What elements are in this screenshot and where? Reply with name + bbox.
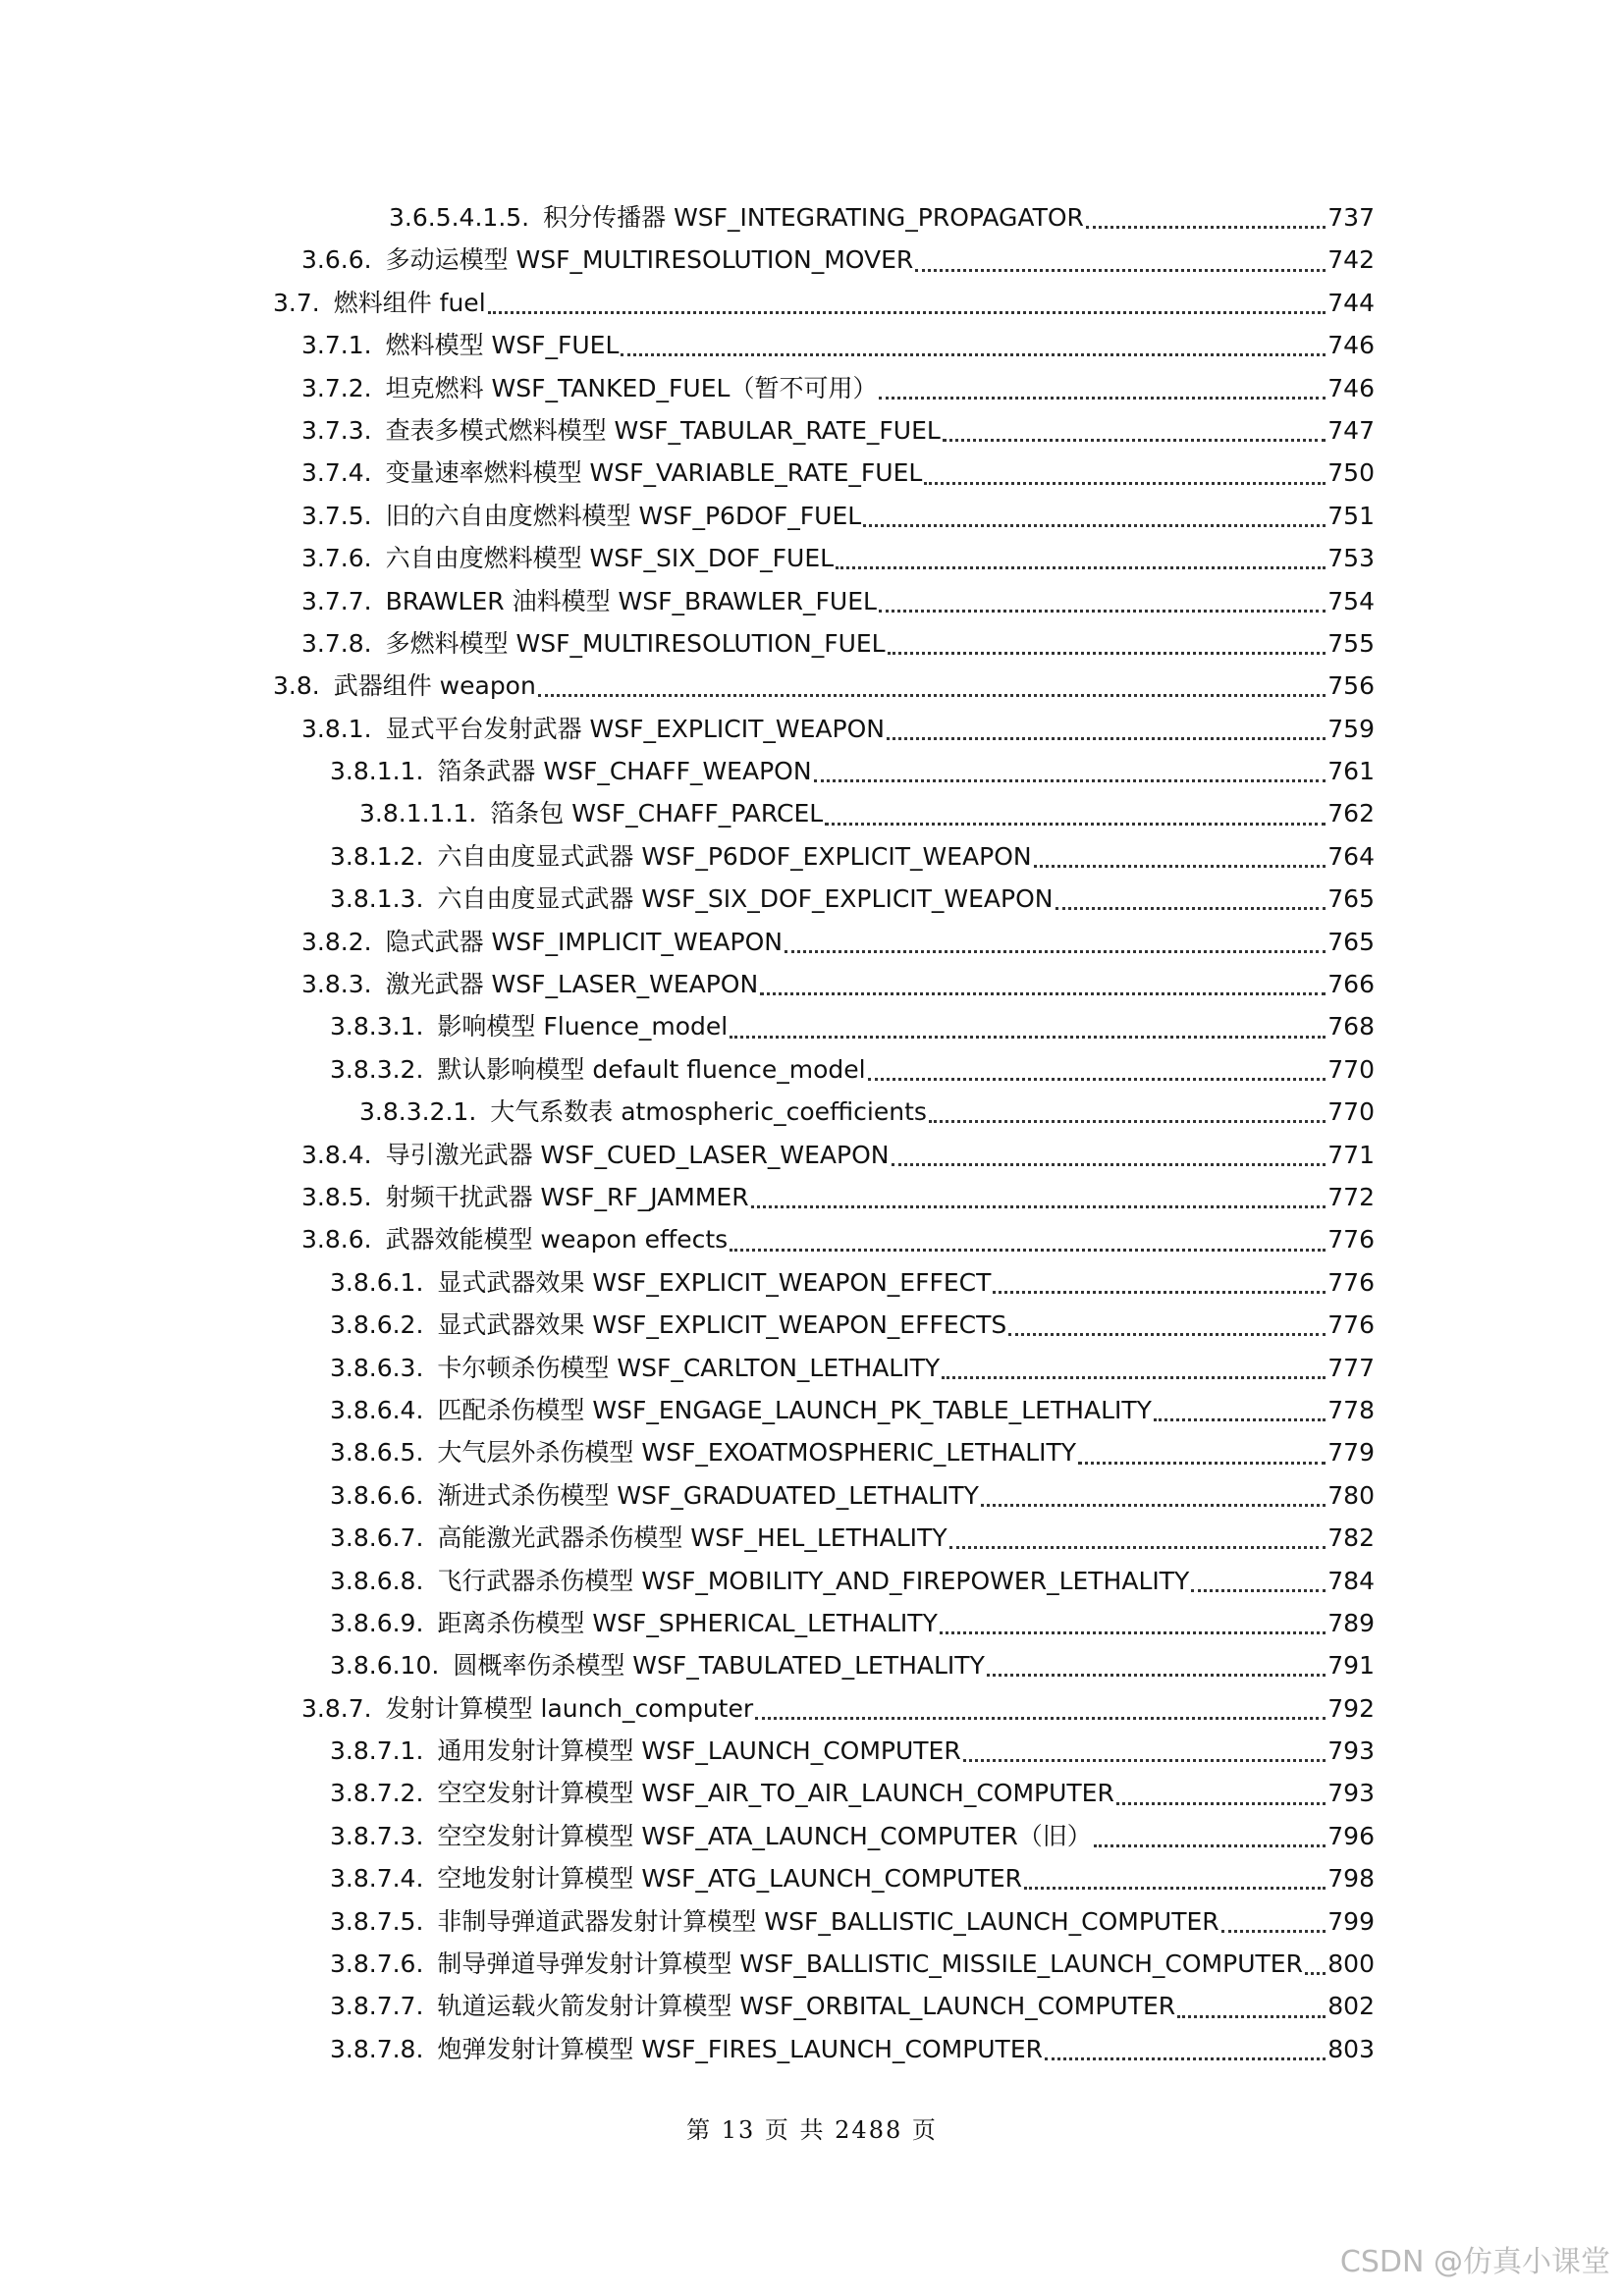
toc-entry-number: 3.8.7.2.: [330, 1779, 424, 1808]
toc-entry-title: 导引激光武器 WSF_CUED_LASER_WEAPON: [385, 1140, 890, 1169]
toc-entry[interactable]: [0, 196, 1624, 239]
toc-entry-title: 坦克燃料 WSF_TANKED_FUEL（暂不可用）: [385, 373, 878, 402]
toc-entry-title: 影响模型 Fluence_model: [437, 1012, 729, 1041]
toc-entry[interactable]: [0, 1943, 1624, 1985]
toc-dot-leader: [1056, 883, 1326, 910]
toc-entry-page-number: 765: [1327, 927, 1375, 956]
toc-entry-number: 3.8.1.1.: [330, 757, 424, 786]
toc-entry[interactable]: [0, 921, 1624, 963]
toc-dot-leader: [730, 1012, 1326, 1039]
toc-entry[interactable]: [0, 1347, 1624, 1389]
toc-dot-leader: [730, 1225, 1326, 1252]
toc-entry[interactable]: [0, 239, 1624, 281]
toc-dot-leader: [987, 1650, 1326, 1677]
toc-entry-title: 隐式武器 WSF_IMPLICIT_WEAPON: [385, 927, 783, 956]
toc-entry-page-number: 780: [1327, 1480, 1375, 1510]
toc-dot-leader: [760, 969, 1326, 995]
toc-entry-title: 渐进式杀伤模型 WSF_GRADUATED_LETHALITY: [437, 1480, 979, 1510]
toc-entry-title: 武器组件 weapon: [333, 671, 536, 701]
toc-dot-leader: [785, 927, 1326, 953]
toc-entry-page-number: 772: [1327, 1182, 1375, 1211]
toc-entry[interactable]: [0, 963, 1624, 1005]
toc-dot-leader: [825, 799, 1326, 826]
toc-entry[interactable]: [0, 580, 1624, 622]
toc-entry[interactable]: [0, 495, 1624, 537]
toc-entry[interactable]: [0, 537, 1624, 579]
toc-entry-number: 3.8.4.: [301, 1140, 372, 1169]
toc-entry-page-number: 771: [1327, 1140, 1375, 1169]
toc-dot-leader: [1008, 1309, 1326, 1336]
toc-entry[interactable]: [0, 1389, 1624, 1431]
toc-entry[interactable]: [0, 1474, 1624, 1517]
toc-entry-title: 大气系数表 atmospheric_coefficients: [490, 1097, 927, 1127]
toc-dot-leader: [943, 415, 1326, 442]
toc-entry-page-number: 764: [1327, 841, 1375, 871]
toc-dot-leader: [1116, 1779, 1326, 1805]
toc-dot-leader: [888, 628, 1326, 655]
toc-entry[interactable]: [0, 1218, 1624, 1260]
toc-entry-title: 空地发射计算模型 WSF_ATG_LAUNCH_COMPUTER: [437, 1864, 1023, 1894]
toc-entry-page-number: 799: [1327, 1906, 1375, 1936]
toc-entry-page-number: 747: [1327, 415, 1375, 445]
toc-dot-leader: [1305, 1949, 1326, 1975]
toc-entry[interactable]: [0, 1176, 1624, 1218]
toc-entry-title: 多燃料模型 WSF_MULTIRESOLUTION_FUEL: [385, 628, 886, 658]
toc-entry-page-number: 742: [1327, 245, 1375, 275]
toc-entry-number: 3.8.6.1.: [330, 1267, 424, 1297]
toc-entry-number: 3.8.5.: [301, 1182, 372, 1211]
toc-entry-number: 3.8.1.: [301, 714, 372, 743]
toc-entry-page-number: 766: [1327, 970, 1375, 999]
toc-dot-leader: [1154, 1395, 1326, 1421]
toc-dot-leader: [949, 1522, 1326, 1549]
toc-entry-title: 发射计算模型 launch_computer: [385, 1693, 754, 1723]
toc-entry-page-number: 755: [1327, 628, 1375, 658]
toc-dot-leader: [1177, 1992, 1326, 2018]
toc-entry-title: 制导弹道导弹发射计算模型 WSF_BALLISTIC_MISSILE_LAUNCH_COMPUTER: [437, 1949, 1303, 1979]
toc-entry-page-number: 746: [1327, 373, 1375, 402]
toc-entry[interactable]: [0, 750, 1624, 792]
toc-entry-number: 3.8.1.3.: [330, 884, 424, 914]
toc-entry-page-number: 765: [1327, 884, 1375, 914]
toc-entry[interactable]: [0, 1602, 1624, 1644]
toc-entry-page-number: 751: [1327, 501, 1375, 530]
toc-entry-number: 3.8.6.10.: [330, 1651, 440, 1681]
toc-entry-page-number: 753: [1327, 544, 1375, 573]
toc-entry-title: 显式平台发射武器 WSF_EXPLICIT_WEAPON: [385, 714, 885, 743]
toc-dot-leader: [924, 458, 1326, 485]
toc-entry-number: 3.7.2.: [301, 373, 372, 402]
toc-entry-number: 3.8.6.4.: [330, 1395, 424, 1424]
toc-entry-page-number: 754: [1327, 586, 1375, 615]
toc-entry[interactable]: [0, 622, 1624, 665]
toc-entry-number: 3.8.6.: [301, 1225, 372, 1255]
toc-entry-page-number: 756: [1327, 671, 1375, 701]
toc-entry-number: 3.7.3.: [301, 415, 372, 445]
toc-entry-number: 3.8.6.5.: [330, 1438, 424, 1468]
toc-entry-page-number: 791: [1327, 1651, 1375, 1681]
toc-entry-title: 高能激光武器杀伤模型 WSF_HEL_LETHALITY: [437, 1523, 947, 1553]
toc-dot-leader: [963, 1735, 1326, 1762]
toc-entry-page-number: 779: [1327, 1438, 1375, 1468]
toc-entry[interactable]: [0, 282, 1624, 324]
toc-entry-title: 大气层外杀伤模型 WSF_EXOATMOSPHERIC_LETHALITY: [437, 1438, 1077, 1468]
toc-dot-leader: [814, 756, 1326, 782]
toc-dot-leader: [1045, 2034, 1326, 2060]
toc-entry-page-number: 792: [1327, 1693, 1375, 1723]
toc-entry[interactable]: [0, 665, 1624, 707]
toc-dot-leader: [488, 288, 1326, 314]
toc-entry-page-number: 798: [1327, 1864, 1375, 1894]
toc-entry-title: 燃料模型 WSF_FUEL: [385, 331, 620, 360]
toc-dot-leader: [863, 501, 1326, 527]
toc-entry-number: 3.8.7.1.: [330, 1736, 424, 1766]
toc-entry-number: 3.8.6.2.: [330, 1310, 424, 1340]
toc-entry-title: 燃料组件 fuel: [333, 288, 486, 317]
toc-entry-title: 非制导弹道武器发射计算模型 WSF_BALLISTIC_LAUNCH_COMPUTER: [437, 1906, 1219, 1936]
toc-entry-number: 3.7.4.: [301, 458, 372, 488]
toc-entry-number: 3.8.7.8.: [330, 2034, 424, 2063]
toc-entry-title: BRAWLER 油料模型 WSF_BRAWLER_FUEL: [385, 586, 877, 615]
toc-dot-leader: [981, 1480, 1326, 1507]
toc-entry[interactable]: [0, 1815, 1624, 1857]
toc-entry[interactable]: [0, 1517, 1624, 1559]
table-of-contents: [0, 196, 1624, 2070]
toc-entry-number: 3.8.1.1.1.: [359, 799, 477, 828]
toc-entry-title: 武器效能模型 weapon effects: [385, 1225, 729, 1255]
toc-entry-page-number: 770: [1327, 1097, 1375, 1127]
watermark: CSDN @仿真小课堂: [1339, 2245, 1610, 2279]
toc-dot-leader: [915, 245, 1326, 272]
toc-entry-page-number: 776: [1327, 1310, 1375, 1340]
toc-entry-page-number: 784: [1327, 1566, 1375, 1595]
toc-entry[interactable]: [0, 1134, 1624, 1176]
toc-entry-number: 3.8.2.: [301, 927, 372, 956]
toc-entry[interactable]: [0, 835, 1624, 878]
toc-entry-number: 3.6.6.: [301, 245, 372, 275]
toc-entry[interactable]: [0, 1985, 1624, 2027]
toc-entry-number: 3.8.7.3.: [330, 1821, 424, 1850]
toc-entry-title: 显式武器效果 WSF_EXPLICIT_WEAPON_EFFECTS: [437, 1310, 1007, 1340]
toc-entry-title: 积分传播器 WSF_INTEGRATING_PROPAGATOR: [543, 203, 1084, 232]
toc-entry-number: 3.7.7.: [301, 586, 372, 615]
toc-entry-number: 3.8.7.4.: [330, 1864, 424, 1894]
page-footer: 第 13 页 共 2488 页: [686, 2116, 938, 2144]
toc-dot-leader: [1191, 1566, 1326, 1592]
toc-entry-page-number: 802: [1327, 1992, 1375, 2021]
toc-dot-leader: [892, 1140, 1326, 1166]
toc-entry-number: 3.8.6.6.: [330, 1480, 424, 1510]
toc-entry-number: 3.8.: [273, 671, 320, 701]
toc-entry-title: 显式武器效果 WSF_EXPLICIT_WEAPON_EFFECT: [437, 1267, 992, 1297]
toc-entry-number: 3.7.8.: [301, 628, 372, 658]
toc-entry-title: 空空发射计算模型 WSF_AIR_TO_AIR_LAUNCH_COMPUTER: [437, 1779, 1114, 1808]
toc-entry[interactable]: [0, 1730, 1624, 1772]
toc-dot-leader: [755, 1693, 1326, 1720]
toc-dot-leader: [1094, 1821, 1326, 1847]
toc-dot-leader: [868, 1054, 1326, 1081]
toc-dot-leader: [940, 1608, 1326, 1634]
toc-entry-title: 箔条包 WSF_CHAFF_PARCEL: [490, 799, 824, 828]
toc-entry-page-number: 776: [1327, 1225, 1375, 1255]
toc-entry[interactable]: [0, 1900, 1624, 1943]
toc-dot-leader: [1221, 1906, 1326, 1933]
toc-entry-page-number: 789: [1327, 1608, 1375, 1637]
toc-entry-number: 3.7.: [273, 288, 320, 317]
toc-entry-number: 3.8.7.5.: [330, 1906, 424, 1936]
toc-entry-page-number: 737: [1327, 203, 1375, 232]
toc-entry-number: 3.8.3.: [301, 970, 372, 999]
toc-entry-title: 距离杀伤模型 WSF_SPHERICAL_LETHALITY: [437, 1608, 938, 1637]
toc-entry-title: 射频干扰武器 WSF_RF_JAMMER: [385, 1182, 749, 1211]
toc-entry-title: 多动运模型 WSF_MULTIRESOLUTION_MOVER: [385, 245, 914, 275]
toc-entry-title: 匹配杀伤模型 WSF_ENGAGE_LAUNCH_PK_TABLE_LETHALITY: [437, 1395, 1152, 1424]
toc-entry-page-number: 761: [1327, 757, 1375, 786]
toc-entry[interactable]: [0, 1644, 1624, 1686]
toc-entry[interactable]: [0, 1560, 1624, 1602]
toc-entry[interactable]: [0, 1005, 1624, 1047]
toc-dot-leader: [879, 586, 1326, 613]
toc-entry-number: 3.8.7.7.: [330, 1992, 424, 2021]
toc-entry-title: 六自由度显式武器 WSF_SIX_DOF_EXPLICIT_WEAPON: [437, 884, 1054, 914]
toc-dot-leader: [538, 670, 1326, 697]
toc-entry[interactable]: [0, 878, 1624, 920]
toc-entry-title: 变量速率燃料模型 WSF_VARIABLE_RATE_FUEL: [385, 458, 923, 488]
toc-dot-leader: [879, 373, 1326, 400]
toc-dot-leader: [942, 1353, 1326, 1379]
toc-entry[interactable]: [0, 1304, 1624, 1346]
toc-entry-title: 查表多模式燃料模型 WSF_TABULAR_RATE_FUEL: [385, 415, 941, 445]
toc-entry-title: 旧的六自由度燃料模型 WSF_P6DOF_FUEL: [385, 501, 862, 530]
toc-dot-leader: [621, 330, 1326, 356]
toc-entry-page-number: 793: [1327, 1736, 1375, 1766]
toc-entry-page-number: 778: [1327, 1395, 1375, 1424]
toc-entry[interactable]: [0, 1261, 1624, 1304]
toc-entry[interactable]: [0, 2028, 1624, 2070]
toc-entry[interactable]: [0, 1857, 1624, 1899]
toc-entry[interactable]: [0, 452, 1624, 494]
toc-entry-title: 六自由度燃料模型 WSF_SIX_DOF_FUEL: [385, 544, 835, 573]
toc-entry-title: 激光武器 WSF_LASER_WEAPON: [385, 970, 759, 999]
toc-entry[interactable]: [0, 367, 1624, 409]
toc-entry[interactable]: [0, 409, 1624, 452]
toc-entry-number: 3.8.3.2.1.: [359, 1097, 477, 1127]
toc-entry-page-number: 777: [1327, 1353, 1375, 1382]
toc-entry-number: 3.8.6.9.: [330, 1608, 424, 1637]
toc-entry[interactable]: [0, 792, 1624, 834]
toc-dot-leader: [1024, 1863, 1326, 1890]
toc-entry-page-number: 776: [1327, 1267, 1375, 1297]
toc-entry-title: 炮弹发射计算模型 WSF_FIRES_LAUNCH_COMPUTER: [437, 2034, 1043, 2063]
toc-dot-leader: [887, 714, 1326, 740]
toc-entry-number: 3.7.5.: [301, 501, 372, 530]
toc-entry[interactable]: [0, 708, 1624, 750]
toc-entry-number: 3.7.6.: [301, 544, 372, 573]
toc-entry-number: 3.8.1.2.: [330, 841, 424, 871]
toc-entry-title: 箔条武器 WSF_CHAFF_WEAPON: [437, 757, 812, 786]
toc-entry-page-number: 770: [1327, 1054, 1375, 1084]
toc-entry-title: 空空发射计算模型 WSF_ATA_LAUNCH_COMPUTER（旧）: [437, 1821, 1092, 1850]
toc-entry[interactable]: [0, 1687, 1624, 1730]
toc-entry-page-number: 800: [1327, 1949, 1375, 1979]
toc-entry-title: 默认影响模型 default fluence_model: [437, 1054, 866, 1084]
toc-entry-title: 圆概率伤杀模型 WSF_TABULATED_LETHALITY: [453, 1651, 985, 1681]
toc-entry[interactable]: [0, 1431, 1624, 1473]
toc-entry-page-number: 746: [1327, 331, 1375, 360]
toc-entry[interactable]: [0, 1772, 1624, 1814]
toc-entry-title: 通用发射计算模型 WSF_LAUNCH_COMPUTER: [437, 1736, 961, 1766]
toc-dot-leader: [929, 1096, 1326, 1123]
toc-entry-page-number: 768: [1327, 1012, 1375, 1041]
toc-entry-number: 3.8.7.: [301, 1693, 372, 1723]
toc-entry-number: 3.6.5.4.1.5.: [389, 203, 530, 232]
toc-entry[interactable]: [0, 1091, 1624, 1133]
toc-entry-title: 轨道运载火箭发射计算模型 WSF_ORBITAL_LAUNCH_COMPUTER: [437, 1992, 1176, 2021]
toc-dot-leader: [1034, 841, 1326, 868]
toc-entry-title: 六自由度显式武器 WSF_P6DOF_EXPLICIT_WEAPON: [437, 841, 1032, 871]
toc-entry-number: 3.8.6.7.: [330, 1523, 424, 1553]
toc-dot-leader: [993, 1267, 1326, 1294]
toc-entry-number: 3.8.3.2.: [330, 1054, 424, 1084]
toc-dot-leader: [751, 1182, 1326, 1208]
toc-entry-page-number: 750: [1327, 458, 1375, 488]
toc-entry[interactable]: [0, 1048, 1624, 1091]
toc-entry-page-number: 796: [1327, 1821, 1375, 1850]
toc-entry-number: 3.7.1.: [301, 331, 372, 360]
toc-entry-page-number: 793: [1327, 1779, 1375, 1808]
toc-entry-page-number: 744: [1327, 288, 1375, 317]
toc-entry-number: 3.8.6.3.: [330, 1353, 424, 1382]
toc-entry[interactable]: [0, 324, 1624, 366]
toc-entry-page-number: 759: [1327, 714, 1375, 743]
toc-entry-title: 卡尔顿杀伤模型 WSF_CARLTON_LETHALITY: [437, 1353, 941, 1382]
toc-entry-number: 3.8.7.6.: [330, 1949, 424, 1979]
toc-dot-leader: [1086, 202, 1326, 229]
toc-entry-page-number: 782: [1327, 1523, 1375, 1553]
toc-dot-leader: [1078, 1438, 1326, 1465]
toc-entry-number: 3.8.3.1.: [330, 1012, 424, 1041]
toc-dot-leader: [836, 543, 1326, 569]
toc-entry-page-number: 762: [1327, 799, 1375, 828]
toc-entry-number: 3.8.6.8.: [330, 1566, 424, 1595]
toc-entry-title: 飞行武器杀伤模型 WSF_MOBILITY_AND_FIREPOWER_LETHALITY: [437, 1566, 1190, 1595]
toc-entry-page-number: 803: [1327, 2034, 1375, 2063]
